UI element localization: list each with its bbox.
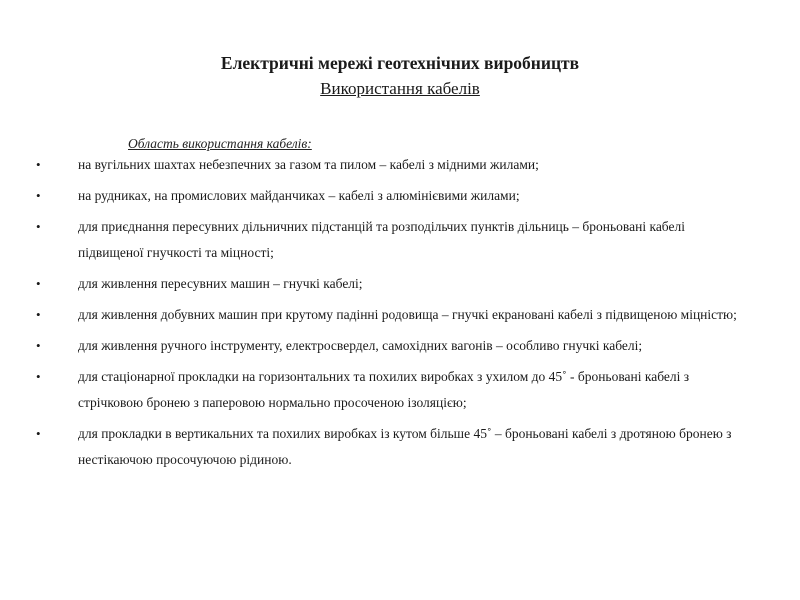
list-item [0,302,800,328]
list-item-text: для живлення пересувних машин – гнучкі кабелі; [78,276,363,291]
list-item [0,271,800,297]
list-item [0,183,800,209]
list-item-text: для приєднання пересувних дільничних підстанцій та розподільчих пунктів дільниць – броньовані кабелі підвищеної гнучкості та міцності; [78,219,685,260]
list-item [0,214,800,266]
bullet-icon: • [36,188,41,203]
bullet-list [0,152,800,478]
list-item [0,421,800,473]
bullet-icon: • [36,369,41,384]
bullet-icon: • [36,338,41,353]
list-item [0,364,800,416]
bullet-icon: • [36,307,41,322]
list-item-text: для живлення добувних машин при крутому падінні родовища – гнучкі екрановані кабелі з підвищеною міцністю; [78,307,737,322]
list-item-text: для прокладки в вертикальних та похилих виробках із кутом більше 45˚ – броньовані кабелі з дротяною бронею з нестікаючою просочуючою рідиною. [78,426,732,467]
slide-title: Електричні мережі геотехнічних виробництв [220,53,580,73]
list-item [0,333,800,359]
section-label: Область використання кабелів: [128,136,312,151]
bullet-icon: • [36,426,41,441]
bullet-icon: • [36,219,41,234]
list-item-text: для живлення ручного інструменту, електросвердел, самохідних вагонів – особливо гнучкі кабелі; [78,338,643,353]
list-item-text: для стаціонарної прокладки на горизонтальних та похилих виробках з ухилом до 45˚ - броньовані кабелі з стрічковою бронею з паперовою нормально просоченою ізоляцією; [78,369,690,410]
bullet-icon: • [36,157,41,172]
list-item [0,152,800,178]
list-item-text: на вугільних шахтах небезпечних за газом та пилом – кабелі з мідними жилами; [78,157,539,172]
bullet-icon: • [36,276,41,291]
slide-subtitle: Використання кабелів [320,79,480,98]
list-item-text: на рудниках, на промислових майданчиках – кабелі з алюмінієвими жилами; [78,188,520,203]
